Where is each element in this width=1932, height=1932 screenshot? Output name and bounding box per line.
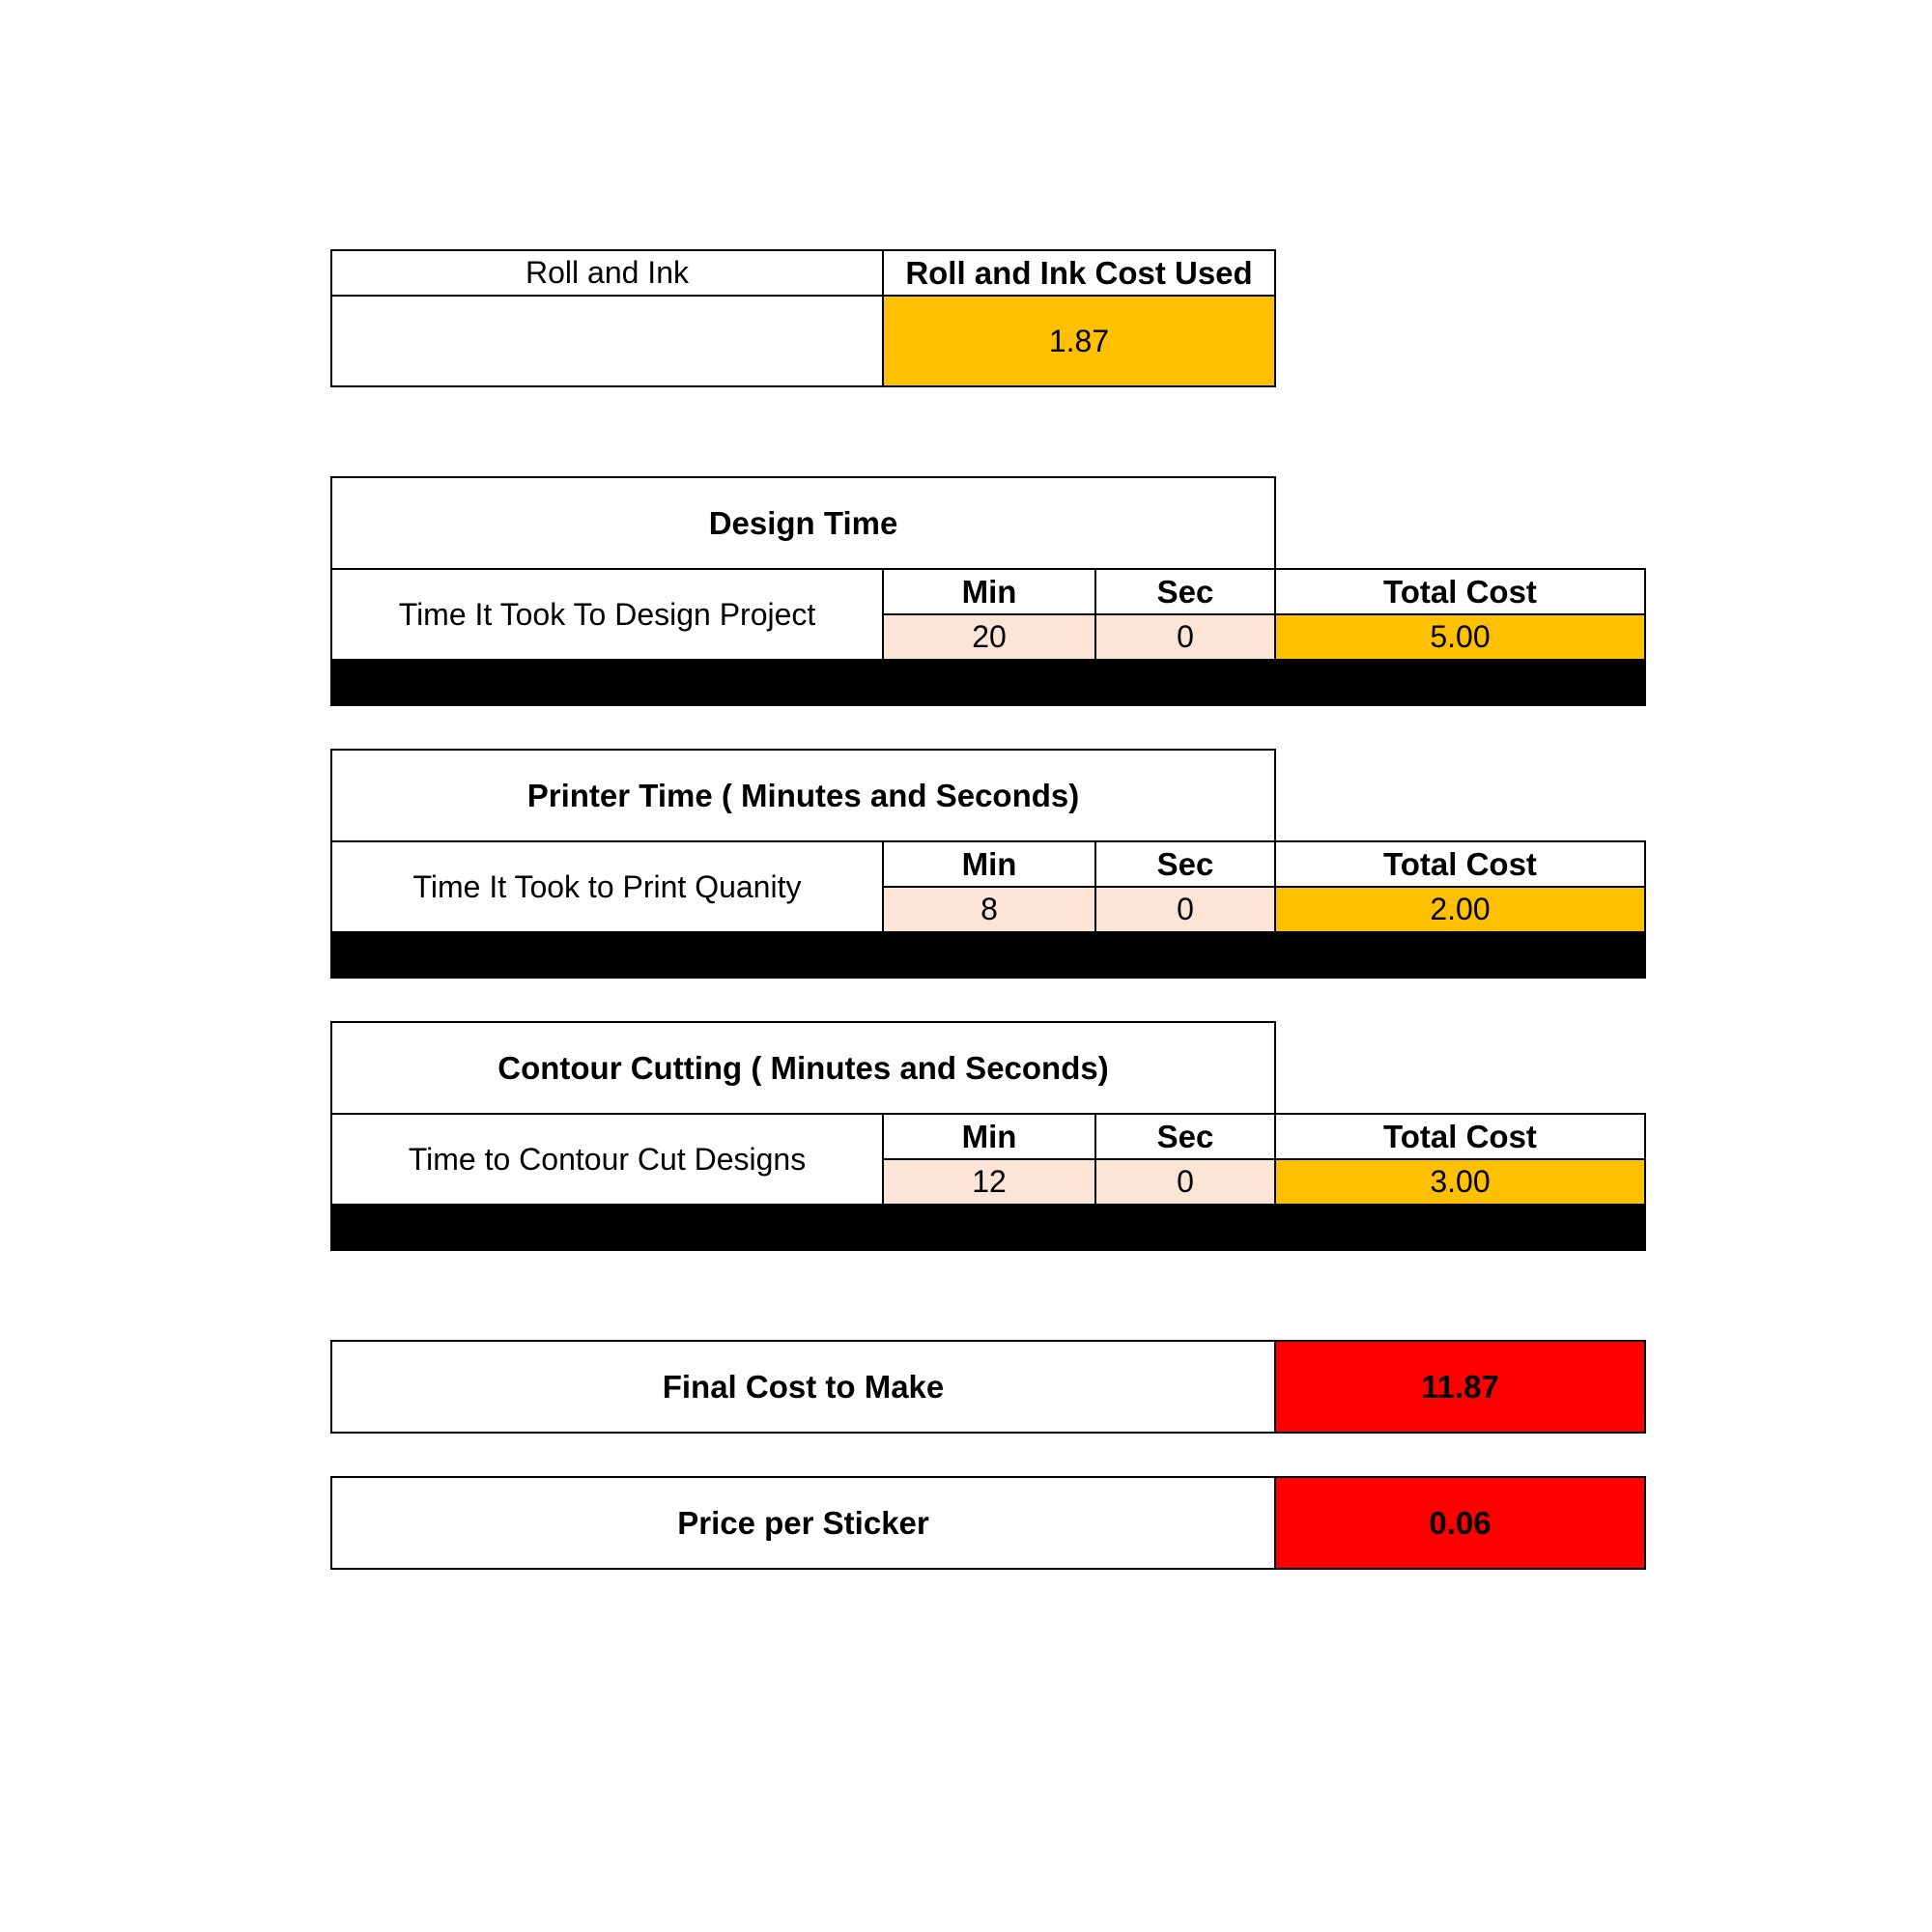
design-min-header: Min	[883, 569, 1095, 614]
roll-ink-cost-header: Roll and Ink Cost Used	[883, 250, 1275, 296]
final-cost-table	[330, 1340, 1646, 1434]
printer-time-table	[330, 749, 1646, 979]
printer-sec-input[interactable]: 0	[1095, 887, 1275, 932]
contour-min-header: Min	[883, 1114, 1095, 1159]
design-time-title: Design Time	[331, 477, 1275, 569]
design-total-cost-header: Total Cost	[1275, 569, 1645, 614]
final-cost-label: Final Cost to Make	[331, 1341, 1275, 1433]
black-divider-bar	[331, 932, 1645, 978]
design-time-table	[330, 476, 1646, 706]
contour-cutting-row-label: Time to Contour Cut Designs	[331, 1114, 883, 1205]
printer-time-row-label: Time It Took to Print Quanity	[331, 841, 883, 932]
printer-min-header: Min	[883, 841, 1095, 887]
roll-ink-cost-value[interactable]: 1.87	[883, 296, 1275, 386]
design-sec-header: Sec	[1095, 569, 1275, 614]
contour-total-cost-header: Total Cost	[1275, 1114, 1645, 1159]
printer-total-cost-header: Total Cost	[1275, 841, 1645, 887]
contour-cutting-title: Contour Cutting ( Minutes and Seconds)	[331, 1022, 1275, 1114]
contour-total-cost-value[interactable]: 3.00	[1275, 1159, 1645, 1205]
contour-min-input[interactable]: 12	[883, 1159, 1095, 1205]
black-divider-bar	[331, 1205, 1645, 1250]
price-per-sticker-value[interactable]: 0.06	[1275, 1477, 1645, 1569]
final-cost-value[interactable]: 11.87	[1275, 1341, 1645, 1433]
roll-ink-empty-cell[interactable]	[331, 296, 883, 386]
price-per-sticker-table	[330, 1476, 1646, 1570]
roll-ink-label: Roll and Ink	[331, 250, 883, 296]
blank-cell	[1275, 477, 1645, 569]
blank-cell	[1275, 1022, 1645, 1114]
design-total-cost-value[interactable]: 5.00	[1275, 614, 1645, 660]
contour-sec-input[interactable]: 0	[1095, 1159, 1275, 1205]
design-min-input[interactable]: 20	[883, 614, 1095, 660]
design-sec-input[interactable]: 0	[1095, 614, 1275, 660]
design-time-row-label: Time It Took To Design Project	[331, 569, 883, 660]
printer-sec-header: Sec	[1095, 841, 1275, 887]
contour-sec-header: Sec	[1095, 1114, 1275, 1159]
printer-min-input[interactable]: 8	[883, 887, 1095, 932]
printer-total-cost-value[interactable]: 2.00	[1275, 887, 1645, 932]
printer-time-title: Printer Time ( Minutes and Seconds)	[331, 750, 1275, 841]
blank-cell	[1275, 750, 1645, 841]
price-per-sticker-label: Price per Sticker	[331, 1477, 1275, 1569]
black-divider-bar	[331, 660, 1645, 705]
roll-ink-table	[330, 249, 1276, 387]
contour-cutting-table	[330, 1021, 1646, 1251]
